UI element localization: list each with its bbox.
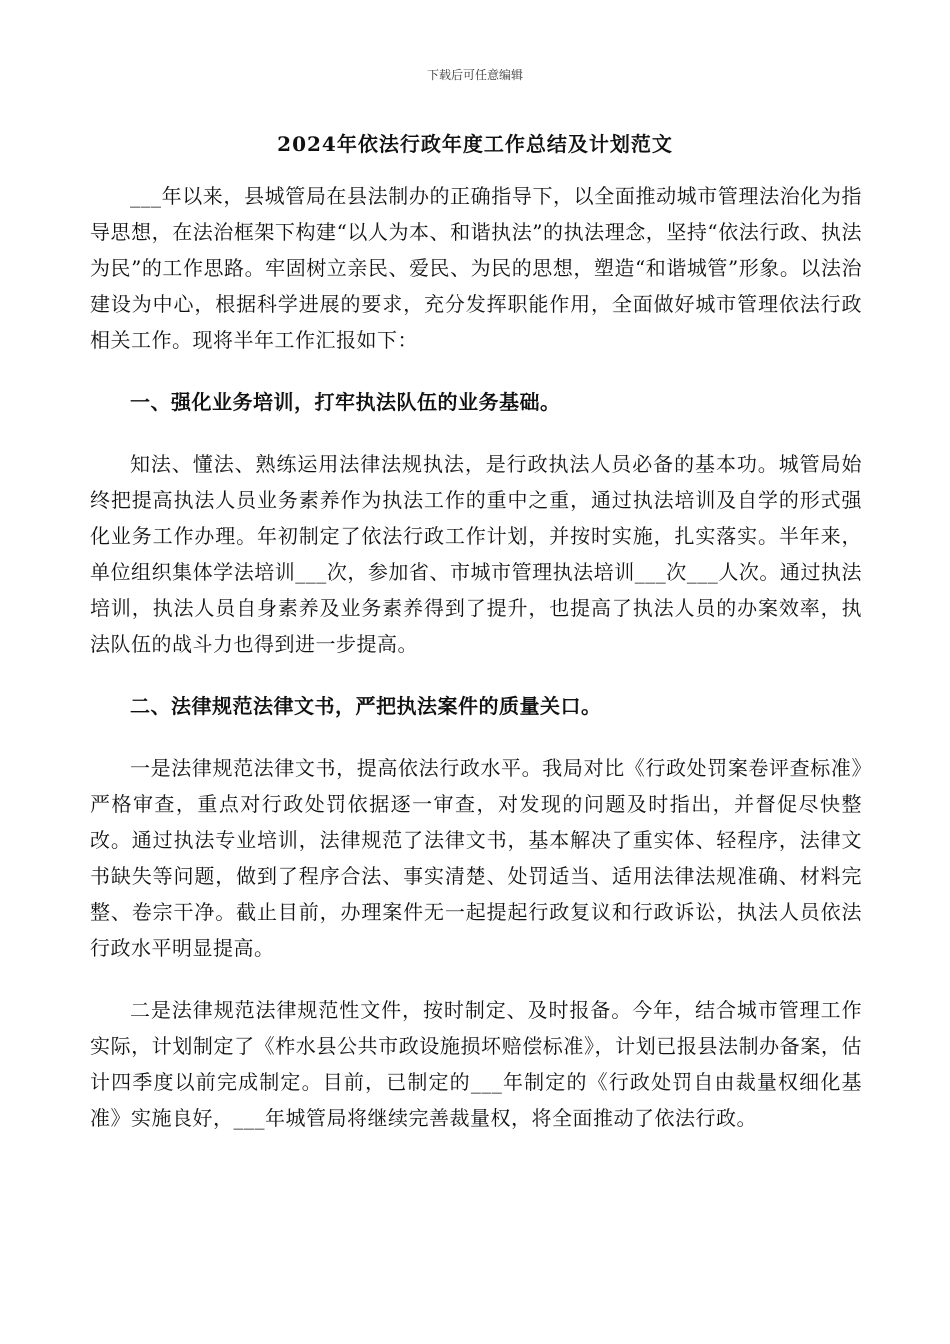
section-2-paragraph-2: 二是法律规范法律规范性文件，按时制定、及时报备。今年，结合城市管理工作实际，计划制定了《柞水县公共市政设施损坏赔偿标准》，计划已报县法制办备案，估计四季度以前完成制定。目前，已制定的___年制定的《行政处罚自由裁量权细化基准》实施良好，___年城管局将继续完善裁量权，将全面推动了依法行政。	[90, 998, 862, 1130]
intro-paragraph: ___年以来，县城管局在县法制办的正确指导下，以全面推动城市管理法治化为指导思想，在法治框架下构建“以人为本、和谐执法”的执法理念，坚持“依法行政、执法为民”的工作思路。牢固树立亲民、爱民、为民的思想，塑造“和谐城管”形象。以法治建设为中心，根据科学进展的要求，充分发挥职能作用，全面做好城市管理依法行政相关工作。现将半年工作汇报如下：	[90, 184, 862, 352]
section-2-paragraph-1: 一是法律规范法律文书，提高依法行政水平。我局对比《行政处罚案卷评查标准》严格审查，重点对行政处罚依据逐一审查，对发现的问题及时指出，并督促尽快整改。通过执法专业培训，法律规范了法律文书，基本解决了重实体、轻程序，法律文书缺失等问题，做到了程序合法、事实清楚、处罚适当、适用法律法规准确、材料完整、卷宗干净。截止目前，办理案件无一起提起行政复议和行政诉讼，执法人员依法行政水平明显提高。	[90, 756, 862, 960]
document-title: 2024年依法行政年度工作总结及计划范文	[277, 132, 673, 156]
section-1-paragraph: 知法、懂法、熟练运用法律法规执法，是行政执法人员必备的基本功。城管局始终把提高执法人员业务素养作为执法工作的重中之重，通过执法培训及自学的形式强化业务工作办理。年初制定了依法行政工作计划，并按时实施，扎实落实。半年来，单位组织集体学法培训___次，参加省、市城市管理执法培训___次___人次。通过执法培训，执法人员自身素养及业务素养得到了提升，也提高了执法人员的办案效率，执法队伍的战斗力也得到进一步提高。	[90, 452, 862, 656]
header-note: 下载后可任意编辑	[426, 68, 523, 82]
section-heading-1: 一、强化业务培训，打牢执法队伍的业务基础。	[130, 390, 561, 414]
document-body	[90, 178, 862, 1162]
section-heading-2: 二、法律规范法律文书，严把执法案件的质量关口。	[130, 694, 602, 718]
